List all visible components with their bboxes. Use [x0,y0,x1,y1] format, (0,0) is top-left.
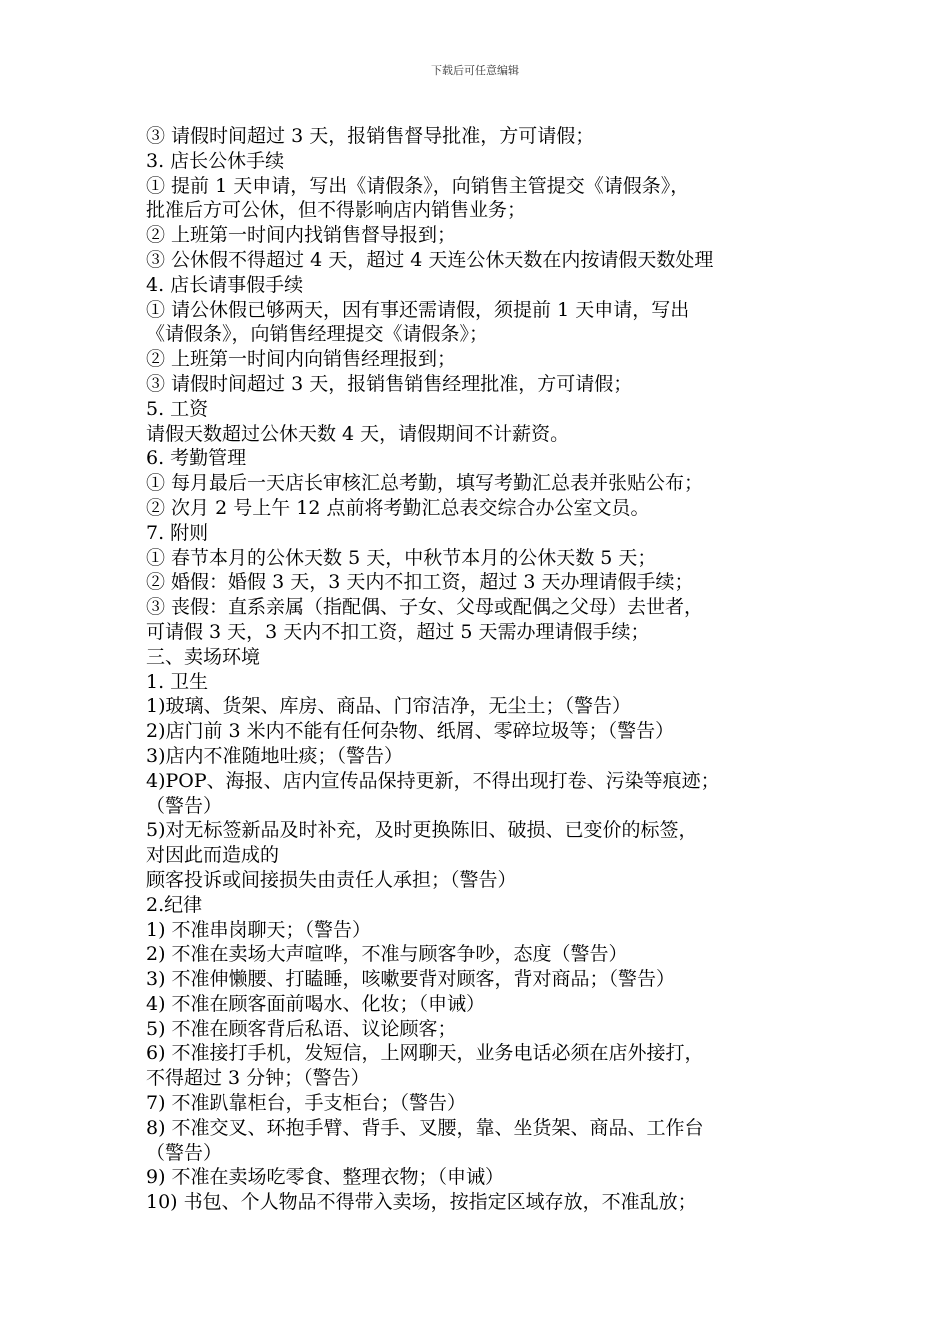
section-heading: 6. 考勤管理 [146,447,247,470]
text-line: （警告） [146,1141,223,1164]
text-line: ② 婚假：婚假 3 天，3 天内不扣工资，超过 3 天办理请假手续； [146,571,694,594]
text-line: 1) 不准串岗聊天；（警告） [146,918,372,941]
text-line: ② 次月 2 号上午 12 点前将考勤汇总表交综合办公室文员。 [146,496,650,519]
text-line: 4) 不准在顾客面前喝水、化妆；（申诫） [146,992,486,1015]
document-body [146,124,826,1215]
text-line: 不得超过 3 分钟；（警告） [146,1067,370,1090]
text-line: （警告） [146,794,223,817]
text-line: ③ 请假时间超过 3 天，报销售督导批准，方可请假； [146,125,595,147]
text-line: 4)POP、海报、店内宣传品保持更新，不得出现打卷、污染等痕迹； [146,769,720,792]
text-line: ③ 丧假：直系亲属（指配偶、子女、父母或配偶之父母）去世者， [146,596,704,619]
text-line: ① 春节本月的公休天数 5 天，中秋节本月的公休天数 5 天； [146,546,657,569]
text-line: 10) 书包、个人物品不得带入卖场，按指定区域存放，不准乱放； [146,1191,697,1214]
section-heading: 4. 店长请事假手续 [146,273,304,296]
text-line: 2)店门前 3 米内不能有任何杂物、纸屑、零碎垃圾等；（警告） [146,720,675,743]
section-heading: 3. 店长公休手续 [146,149,285,172]
text-line: ① 每月最后一天店长审核汇总考勤，填写考勤汇总表并张贴公布； [146,472,704,495]
text-line: 《请假条》，向销售经理提交《请假条》； [146,323,489,346]
text-line: 顾客投诉或间接损失由责任人承担；（警告） [146,868,517,891]
text-line: 6) 不准接打手机，发短信，上网聊天，业务电话必须在店外接打， [146,1042,704,1065]
text-line: 5)对无标签新品及时补充，及时更换陈旧、破损、已变价的标签， [146,819,698,842]
text-line: ② 上班第一时间内找销售督导报到； [146,224,457,247]
section-heading: 1. 卫生 [146,670,209,693]
section-heading: 5. 工资 [146,397,209,420]
text-line: 对因此而造成的 [146,844,280,867]
text-line: ③ 请假时间超过 3 天，报销售销售经理批准，方可请假； [146,372,633,395]
section-heading: 7. 附则 [146,521,209,544]
text-line: 7) 不准趴靠柜台，手支柜台；（警告） [146,1092,467,1115]
text-line: 可请假 3 天，3 天内不扣工资，超过 5 天需办理请假手续； [146,620,650,643]
text-line: 5) 不准在顾客背后私语、议论顾客； [146,1017,457,1040]
text-line: 批准后方可公休，但不得影响店内销售业务； [146,199,527,222]
text-line: ② 上班第一时间内向销售经理报到； [146,348,457,371]
text-line: 3)店内不准随地吐痰；（警告） [146,744,404,767]
section-heading: 三、卖场环境 [146,645,261,668]
text-line: 1)玻璃、货架、库房、商品、门帘洁净，无尘土；（警告） [146,695,632,718]
text-line: 请假天数超过公休天数 4 天，请假期间不计薪资。 [146,422,570,445]
page-header: 下载后可任意编辑 [431,64,519,77]
text-line: ① 提前 1 天申请，写出《请假条》，向销售主管提交《请假条》， [146,174,690,197]
text-line: ③ 公休假不得超过 4 天，超过 4 天连公休天数在内按请假天数处理 [146,248,714,271]
text-line: 9) 不准在卖场吃零食、整理衣物；（申诫） [146,1166,505,1189]
text-line: 2) 不准在卖场大声喧哗，不准与顾客争吵，态度（警告） [146,943,628,966]
text-line: 3) 不准伸懒腰、打瞌睡，咳嗽要背对顾客，背对商品；（警告） [146,968,676,991]
section-heading: 2.纪律 [146,893,203,916]
text-line: 8) 不准交叉、环抱手臂、背手、叉腰，靠、坐货架、商品、工作台 [146,1116,704,1139]
text-line: ① 请公休假已够两天，因有事还需请假，须提前 1 天申请，写出 [146,298,690,321]
